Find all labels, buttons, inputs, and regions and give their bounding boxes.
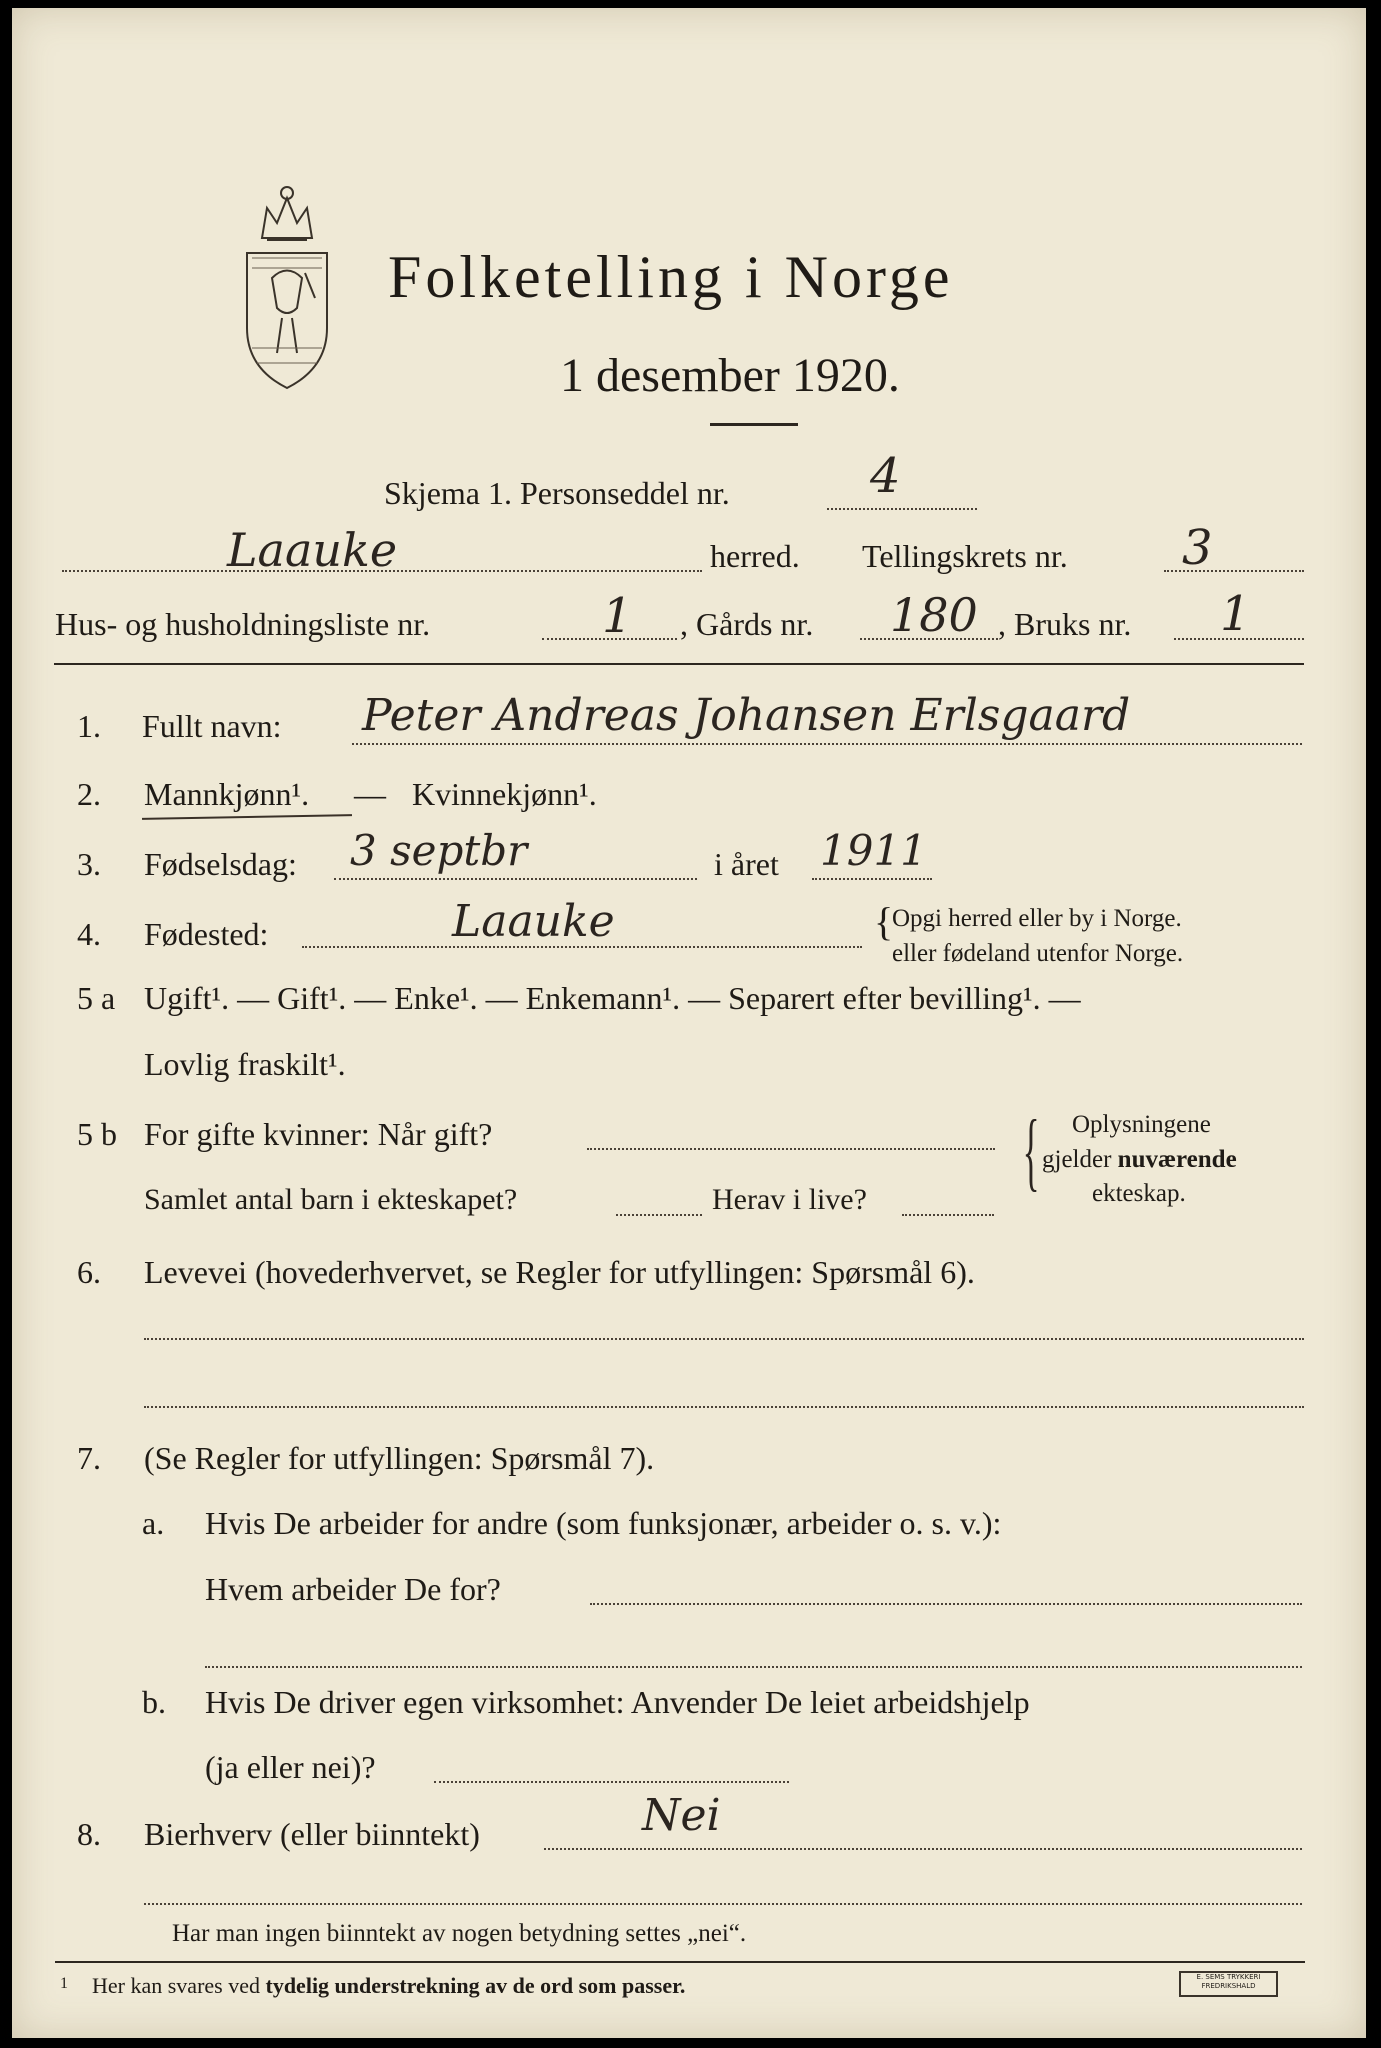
tellingskrets-label: Tellingskrets nr. [862, 538, 1068, 574]
q4-label: Fødested: [144, 916, 269, 952]
census-form [12, 8, 1366, 2038]
q5b-children-dots [616, 1214, 702, 1216]
footnote-text-b: tydelig understrekning av de ord som passer. [265, 1973, 686, 1998]
husholdningsliste-number[interactable]: 1 [602, 588, 633, 644]
q1-dots [352, 743, 1302, 745]
q5b-married-label: For gifte kvinner: Når gift? [144, 1116, 493, 1152]
q5b-note-line3: ekteskap. [1092, 1180, 1186, 1207]
q7-label: (Se Regler for utfyllingen: Spørsmål 7). [144, 1440, 655, 1476]
footer-rule [55, 1961, 1305, 1963]
q7b-dots[interactable] [434, 1781, 789, 1783]
q8-number: 8. [77, 1816, 101, 1852]
coat-of-arms-icon [227, 178, 347, 393]
q8-dots [544, 1848, 1302, 1850]
title-divider [710, 423, 798, 426]
marital-status-options[interactable]: Ugift¹. — Gift¹. — Enke¹. — Enkemann¹. — Separert efter bevilling¹. — [144, 980, 1081, 1016]
mannkjonn-underline [142, 814, 352, 820]
q5b-note-line2 [1042, 1146, 1237, 1174]
q2-number: 2. [77, 776, 101, 812]
census-date: 1 desember 1920. [560, 349, 900, 402]
marital-status-divorced[interactable]: Lovlig fraskilt¹. [144, 1046, 346, 1082]
footnote-text-a: Her kan svares ved [92, 1973, 266, 1998]
q5b-alive-dots [902, 1214, 994, 1216]
q3-year-dots [812, 878, 932, 880]
herred-label: herred. [710, 538, 800, 574]
personseddel-number[interactable]: 4 [870, 448, 901, 504]
q4-number: 4. [77, 916, 101, 952]
q3-label: Fødselsdag: [144, 846, 297, 882]
q6-number: 6. [77, 1254, 101, 1290]
header-rule [54, 663, 1304, 665]
q7-number: 7. [77, 1440, 101, 1476]
gards-label: , Gårds nr. [680, 606, 814, 642]
gards-number[interactable]: 180 [890, 588, 978, 642]
q4-note-line2: eller fødeland utenfor Norge. [892, 940, 1184, 967]
footer-note: Har man ingen biinntekt av nogen betydning settes „nei“. [172, 1920, 747, 1947]
q5b-note-line1: Oplysningene [1072, 1111, 1211, 1138]
q7b-line1: Hvis De driver egen virksomhet: Anvender De leiet arbeidshjelp [205, 1684, 1030, 1720]
q7a-line2: Hvem arbeider De for? [205, 1571, 501, 1607]
q6-label: Levevei (hovederhvervet, se Regler for utfyllingen: Spørsmål 6). [144, 1254, 975, 1290]
birth-year-value[interactable]: 1911 [820, 826, 927, 875]
q4-brace: { [874, 899, 894, 944]
tellingskrets-number[interactable]: 3 [1182, 520, 1213, 576]
q5b-married-dots [587, 1148, 995, 1150]
q6-answer-line1[interactable] [144, 1338, 1304, 1340]
skjema-label: Skjema 1. Personseddel nr. [384, 475, 730, 511]
q5b-brace: { [1022, 1103, 1040, 1200]
q7a-dots[interactable] [590, 1603, 1302, 1605]
q5b-number: 5 b [77, 1116, 117, 1152]
q3-year-label: i året [714, 846, 779, 882]
skjema-dots [827, 508, 977, 510]
bruks-number[interactable]: 1 [1220, 586, 1251, 642]
q5b-alive-label: Herav i live? [712, 1183, 867, 1216]
q8-label: Bierhverv (eller biinntekt) [144, 1816, 480, 1852]
hus-label: Hus- og husholdningsliste nr. [55, 606, 431, 642]
bruks-label: , Bruks nr. [998, 606, 1132, 642]
q1-label: Fullt navn: [142, 708, 282, 744]
footnote-text [92, 1973, 685, 1999]
q3-number: 3. [77, 846, 101, 882]
full-name-value[interactable]: Peter Andreas Johansen Erlsgaard [362, 690, 1131, 741]
q6-answer-line2[interactable] [144, 1406, 1304, 1408]
q4-note-line1: Opgi herred eller by i Norge. [892, 905, 1182, 932]
birthday-value[interactable]: 3 septbr [350, 826, 528, 875]
q7a-number: a. [142, 1505, 165, 1541]
q1-number: 1. [77, 708, 101, 744]
footnote-marker: 1 [60, 1975, 68, 1992]
printer-stamp: E. SEMS TRYKKERI FREDRIKSHALD [1179, 1971, 1278, 1997]
q3-dots [334, 878, 697, 880]
q5b-note-current: nuværende [1117, 1146, 1237, 1173]
form-title: Folketelling i Norge [388, 244, 954, 310]
q2-separator: — [354, 776, 386, 812]
q8-answer-line2[interactable] [144, 1903, 1302, 1905]
herred-name[interactable]: Laauke [227, 523, 398, 577]
q7a-line1: Hvis De arbeider for andre (som funksjonær, arbeider o. s. v.): [205, 1505, 1002, 1541]
q5b-note-gjelder: gjelder [1042, 1146, 1118, 1173]
q7a-answer-line2[interactable] [205, 1666, 1302, 1668]
option-mannkjonn[interactable]: Mannkjønn¹. [144, 776, 310, 812]
q7b-line2: (ja eller nei)? [205, 1749, 376, 1785]
birthplace-value[interactable]: Laauke [452, 896, 615, 947]
secondary-income-value[interactable]: Nei [642, 1790, 721, 1841]
q5b-children-label: Samlet antal barn i ekteskapet? [144, 1183, 518, 1216]
q7b-number: b. [142, 1684, 166, 1720]
q5a-number: 5 a [77, 980, 116, 1016]
option-kvinnekjonn[interactable]: Kvinnekjønn¹. [412, 776, 597, 812]
